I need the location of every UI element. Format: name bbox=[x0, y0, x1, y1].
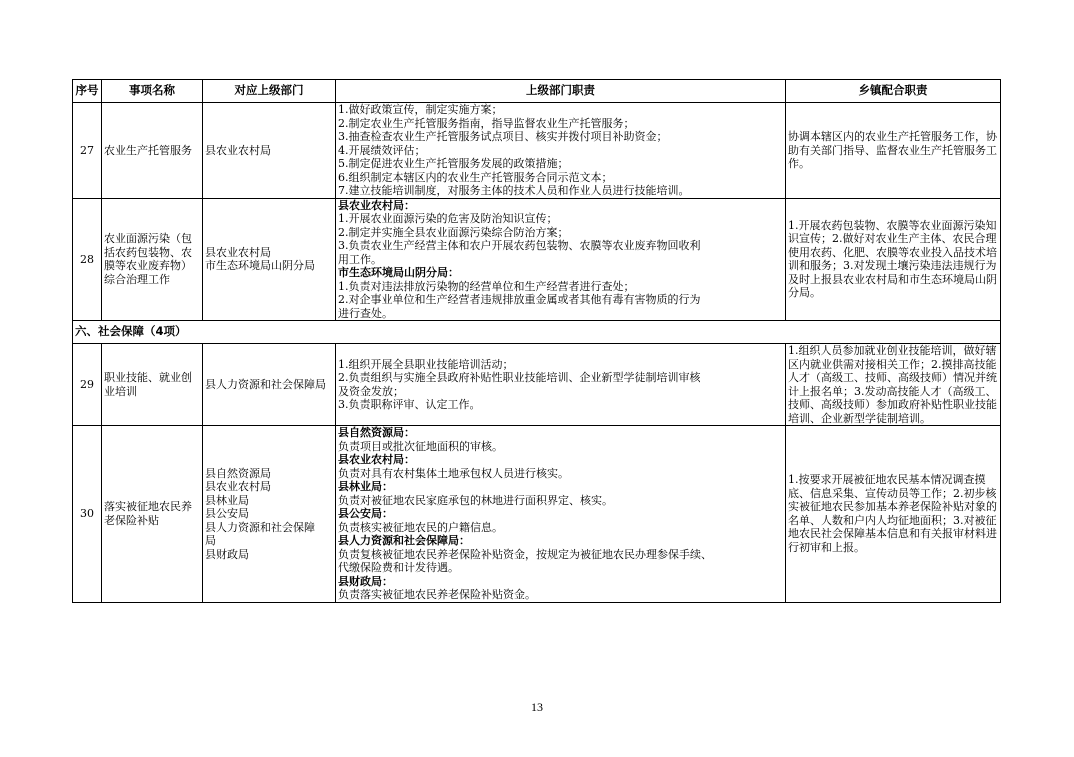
duty-table bbox=[72, 79, 1001, 603]
duty-line: 1.负责对违法排放污染物的经营单位和生产经营者进行查处； bbox=[338, 279, 635, 293]
dept-line: 县林业局 bbox=[205, 493, 249, 507]
town-duty-cell: 协调本辖区内的农业生产托管服务工作，协助有关部门指导、监督农业生产托管服务工作。 bbox=[786, 103, 1001, 199]
table-header-row bbox=[73, 80, 1001, 103]
duty-line: 1.做好政策宣传，制定实施方案； bbox=[338, 103, 503, 116]
item-name: 落实被征地农民养老保险补贴 bbox=[102, 426, 203, 603]
duty-line: 1.组织开展全县职业技能培训活动； bbox=[338, 357, 514, 371]
dept-subheading: 县公安局： bbox=[338, 507, 393, 520]
table-row bbox=[73, 426, 1001, 603]
duty-line: 用工作。 bbox=[338, 252, 382, 266]
duty-line: 1.开展农业面源污染的危害及防治知识宣传； bbox=[338, 212, 558, 225]
duty-line: 负责对被征地农民家庭承包的林地进行面积界定、核实。 bbox=[338, 493, 613, 507]
duty-line: 负责核实被征地农民的户籍信息。 bbox=[338, 520, 503, 534]
dept-cell bbox=[203, 198, 336, 321]
dept-subheading: 县农业农村局： bbox=[338, 198, 415, 212]
duty-line: 及资金发放； bbox=[338, 384, 404, 398]
header-town-duty: 乡镇配合职责 bbox=[786, 80, 1001, 103]
row-number: 29 bbox=[73, 344, 102, 426]
duty-line: 负责复核被征地农民养老保险补贴资金，按规定为被征地农民办理参保手续、 bbox=[338, 547, 712, 561]
dept-line: 局 bbox=[205, 534, 216, 547]
row-number: 28 bbox=[73, 198, 102, 321]
town-duty-cell: 1.按要求开展被征地农民基本情况调查摸底、信息采集、宣传动员等工作；2.初步核实被征地农民参加基本养老保险补贴对象的名单、人数和户内人均征地面积；3.对被征地农民社会保障基本信息和有关报审材料进行初审和上报。 bbox=[786, 426, 1001, 603]
dept-line: 县人力资源和社会保障 bbox=[205, 520, 315, 534]
header-dept: 对应上级部门 bbox=[203, 80, 336, 103]
town-duty-cell: 1.开展农药包装物、农膜等农业面源污染知识宣传；2.做好对农业生产主体、农民合理使用农药、化肥、农膜等农业投入品技术培训和服务；3.对发现土壤污染违法违规行为及时上报县农业农村局和市生态环境局山阴分局。 bbox=[786, 198, 1001, 321]
duty-line: 4.开展绩效评估； bbox=[338, 143, 426, 157]
duty-line: 2.对企事业单位和生产经营者违规排放重金属或者其他有毒有害物质的行为 bbox=[338, 293, 701, 306]
dept-subheading: 市生态环境局山阴分局： bbox=[338, 266, 459, 279]
item-name: 农业面源污染（包括农药包装物、农膜等农业废弃物）综合治理工作 bbox=[102, 198, 203, 321]
header-dept-duty: 上级部门职责 bbox=[336, 80, 786, 103]
section-title: 六、社会保障（4项） bbox=[73, 321, 1001, 344]
duty-line: 2.负责组织与实施全县政府补贴性职业技能培训、企业新型学徒制培训审核 bbox=[338, 371, 701, 384]
dept-subheading: 县自然资源局： bbox=[338, 426, 415, 439]
dept-subheading: 县财政局： bbox=[338, 574, 393, 588]
dept-duty-cell bbox=[336, 426, 786, 603]
duty-line: 2.制定农业生产托管服务指南，指导监督农业生产托管服务； bbox=[338, 116, 635, 130]
row-number: 27 bbox=[73, 103, 102, 199]
dept-subheading: 县农业农村局： bbox=[338, 453, 415, 466]
dept-line: 县人力资源和社会保障局 bbox=[205, 377, 326, 391]
duty-line: 5.制定促进农业生产托管服务发展的政策措施； bbox=[338, 157, 569, 170]
dept-line: 县农业农村局 bbox=[205, 245, 271, 259]
dept-line: 县财政局 bbox=[205, 547, 249, 561]
dept-line: 县农业农村局 bbox=[205, 480, 271, 493]
table-row bbox=[73, 103, 1001, 199]
dept-line: 县农业农村局 bbox=[205, 143, 271, 157]
duty-line: 负责落实被征地农民养老保险补贴资金。 bbox=[338, 588, 536, 601]
duty-line: 负责项目或批次征地面积的审核。 bbox=[338, 439, 503, 453]
duty-line: 6.组织制定本辖区内的农业生产托管服务合同示范文本； bbox=[338, 170, 613, 184]
row-number: 30 bbox=[73, 426, 102, 603]
page-number: 13 bbox=[531, 700, 543, 714]
item-name: 农业生产托管服务 bbox=[102, 103, 203, 199]
dept-cell bbox=[203, 103, 336, 199]
dept-duty-cell bbox=[336, 103, 786, 199]
dept-duty-cell bbox=[336, 344, 786, 426]
duty-line: 代缴保险费和计发待遇。 bbox=[338, 561, 459, 574]
dept-cell bbox=[203, 426, 336, 603]
dept-subheading: 县人力资源和社会保障局： bbox=[338, 534, 470, 547]
duty-line: 2.制定并实施全县农业面源污染综合防治方案； bbox=[338, 225, 569, 239]
duty-line: 负责对具有农村集体土地承包权人员进行核实。 bbox=[338, 466, 569, 480]
dept-line: 县自然资源局 bbox=[205, 466, 271, 480]
dept-cell bbox=[203, 344, 336, 426]
duty-line: 3.抽查检查农业生产托管服务试点项目、核实并拨付项目补助资金； bbox=[338, 130, 668, 143]
table-row bbox=[73, 198, 1001, 321]
header-no: 序号 bbox=[73, 80, 102, 103]
section-row bbox=[73, 321, 1001, 344]
duty-line: 3.负责职称评审、认定工作。 bbox=[338, 398, 481, 411]
dept-subheading: 县林业局： bbox=[338, 480, 393, 493]
dept-line: 县公安局 bbox=[205, 507, 249, 520]
dept-duty-cell bbox=[336, 198, 786, 321]
town-duty-cell: 1.组织人员参加就业创业技能培训，做好辖区内就业供需对接相关工作；2.摸排高技能人才（高级工、技师、高级技师）情况并统计上报名单；3.发动高技能人才（高级工、技师、高级技师）参加政府补贴性职业技能培训、企业新型学徒制培训。 bbox=[786, 344, 1001, 426]
duty-line: 7.建立技能培训制度，对服务主体的技术人员和作业人员进行技能培训。 bbox=[338, 184, 690, 197]
duty-line: 进行查处。 bbox=[338, 306, 393, 320]
dept-line: 市生态环境局山阴分局 bbox=[205, 259, 315, 273]
duty-line: 3.负责农业生产经营主体和农户开展农药包装物、农膜等农业废弃物回收利 bbox=[338, 239, 701, 252]
table-row bbox=[73, 344, 1001, 426]
item-name: 职业技能、就业创业培训 bbox=[102, 344, 203, 426]
header-item-name: 事项名称 bbox=[102, 80, 203, 103]
